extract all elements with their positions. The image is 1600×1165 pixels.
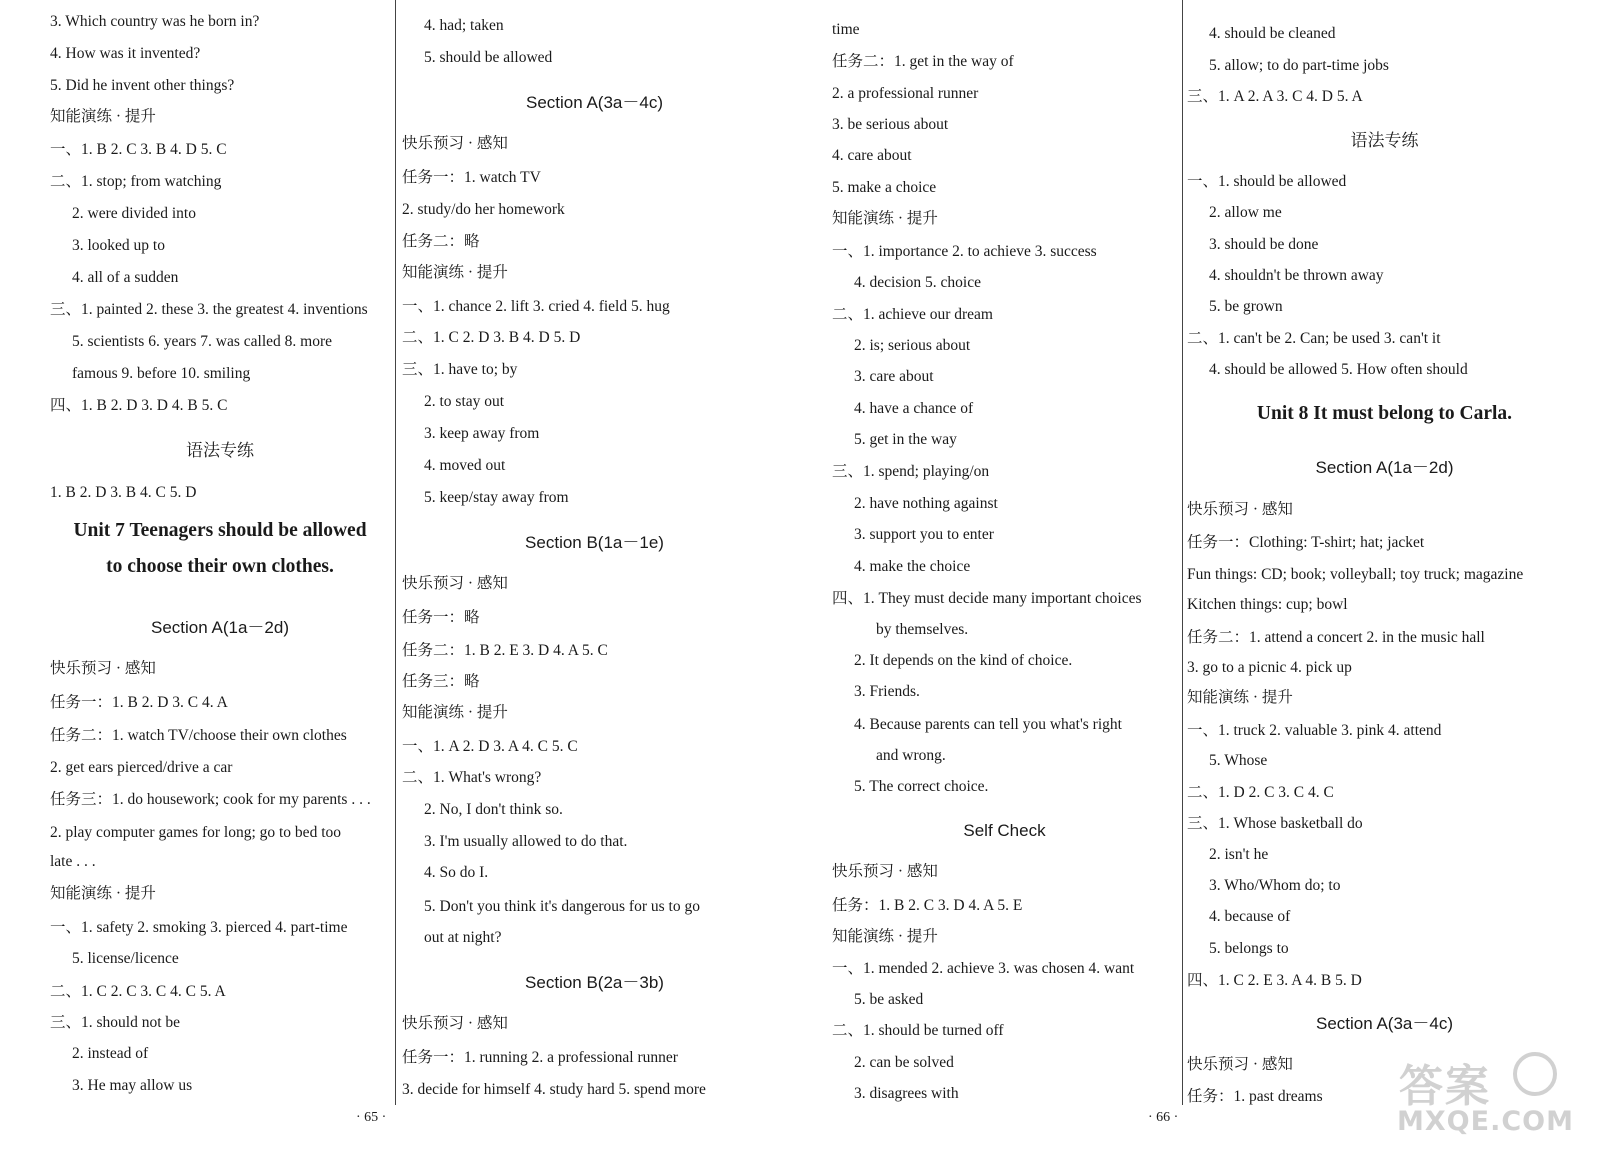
answer-line: late . . . bbox=[50, 853, 96, 870]
section-heading: Section A(3a－4c) bbox=[1315, 1014, 1453, 1033]
answer-line: 2. can be solved bbox=[854, 1054, 954, 1071]
answer-line: 3. support you to enter bbox=[854, 526, 994, 543]
column-divider bbox=[1182, 0, 1183, 1105]
answer-line: 4. decision 5. choice bbox=[854, 274, 981, 291]
subsection-heading: 知能演练 · 提升 bbox=[50, 108, 156, 125]
answer-line: 5. get in the way bbox=[854, 431, 957, 448]
answer-line: 2. isn't he bbox=[1209, 846, 1269, 863]
answer-line: 任务二：1. watch TV/choose their own clothes bbox=[50, 727, 347, 744]
answer-line: 3. keep away from bbox=[424, 425, 540, 442]
answer-line: 5. Did he invent other things? bbox=[50, 77, 235, 94]
answer-line: 5. should be allowed bbox=[424, 49, 553, 66]
answer-line: 二、1. C 2. C 3. C 4. C 5. A bbox=[50, 983, 226, 1000]
answer-line: and wrong. bbox=[876, 747, 946, 764]
answer-line: 3. He may allow us bbox=[72, 1077, 193, 1094]
answer-line: 任务一：1. B 2. D 3. C 4. A bbox=[50, 694, 228, 711]
answer-line: 三、1. should not be bbox=[50, 1014, 181, 1031]
answer-line: 4. moved out bbox=[424, 457, 506, 474]
grammar-heading: 语法专练 bbox=[1350, 131, 1419, 151]
subsection-heading: 快乐预习 · 感知 bbox=[402, 1015, 508, 1032]
answer-line: 任务二：1. B 2. E 3. D 4. A 5. C bbox=[402, 642, 608, 659]
answer-line: 5. scientists 6. years 7. was called 8. more bbox=[72, 333, 332, 350]
answer-line: 4. Because parents can tell you what's right bbox=[854, 716, 1122, 733]
answer-line: 二、1. should be turned off bbox=[832, 1022, 1004, 1039]
answer-line: 2. were divided into bbox=[72, 205, 196, 222]
answer-line: 一、1. mended 2. achieve 3. was chosen 4. want bbox=[832, 960, 1135, 977]
answer-line: 3. decide for himself 4. study hard 5. spend more bbox=[402, 1081, 706, 1098]
answer-line: 任务三：略 bbox=[402, 673, 480, 690]
subsection-heading: 知能演练 · 提升 bbox=[402, 704, 508, 721]
answer-line: 三、1. Whose basketball do bbox=[1187, 815, 1363, 832]
answer-line: 5. be asked bbox=[854, 991, 924, 1008]
unit-title: to choose their own clothes. bbox=[106, 556, 334, 577]
answer-line: 3. Which country was he born in? bbox=[50, 13, 260, 30]
answer-line: 任务二：1. get in the way of bbox=[832, 53, 1014, 70]
answer-line: 3. Who/Whom do; to bbox=[1209, 877, 1341, 894]
unit-title: Unit 8 It must belong to Carla. bbox=[1256, 403, 1513, 424]
subsection-heading: 知能演练 · 提升 bbox=[50, 885, 156, 902]
answer-line: 三、1. have to; by bbox=[402, 361, 518, 378]
answer-line: 任务二：1. attend a concert 2. in the music hall bbox=[1187, 629, 1485, 646]
answer-line: 一、1. importance 2. to achieve 3. success bbox=[832, 243, 1097, 260]
answer-line: 任务：1. past dreams bbox=[1187, 1088, 1323, 1105]
answer-line: 5. be grown bbox=[1209, 298, 1283, 315]
answer-line: 2. is; serious about bbox=[854, 337, 971, 354]
answer-line: 二、1. C 2. D 3. B 4. D 5. D bbox=[402, 329, 581, 346]
answer-line: famous 9. before 10. smiling bbox=[72, 365, 251, 382]
answer-line: 5. allow; to do part-time jobs bbox=[1209, 57, 1389, 74]
answer-line: 5. license/licence bbox=[72, 950, 179, 967]
subsection-heading: 知能演练 · 提升 bbox=[402, 264, 508, 281]
answer-line: Kitchen things: cup; bowl bbox=[1187, 596, 1348, 613]
answer-line: 任务一：略 bbox=[402, 609, 480, 626]
answer-line: 三、1. A 2. A 3. C 4. D 5. A bbox=[1187, 88, 1363, 105]
answer-line: 二、1. What's wrong? bbox=[402, 769, 542, 786]
answer-line: out at night? bbox=[424, 929, 502, 946]
section-heading: Section A(1a－2d) bbox=[1315, 458, 1454, 477]
answer-line: 二、1. can't be 2. Can; be used 3. can't it bbox=[1187, 330, 1441, 347]
answer-line: 2. No, I don't think so. bbox=[424, 801, 563, 818]
answer-line: 四、1. They must decide many important choices bbox=[832, 590, 1142, 607]
answer-line: time bbox=[832, 21, 860, 38]
answer-line: 2. allow me bbox=[1209, 204, 1282, 221]
subsection-heading: 快乐预习 · 感知 bbox=[50, 660, 156, 677]
answer-line: 一、1. chance 2. lift 3. cried 4. field 5. hug bbox=[402, 298, 670, 315]
page-number-left: · 65 · bbox=[356, 1110, 387, 1125]
section-heading: Section B(2a－3b) bbox=[525, 973, 664, 992]
answer-line: 三、1. spend; playing/on bbox=[832, 463, 990, 480]
answer-line: 二、1. stop; from watching bbox=[50, 173, 222, 190]
answer-line: 1. B 2. D 3. B 4. C 5. D bbox=[50, 484, 197, 501]
subsection-heading: 快乐预习 · 感知 bbox=[1187, 501, 1293, 518]
watermark-circle bbox=[1513, 1052, 1557, 1096]
answer-line: 2. get ears pierced/drive a car bbox=[50, 759, 233, 776]
answer-line: 一、1. should be allowed bbox=[1187, 173, 1347, 190]
answer-line: 4. because of bbox=[1209, 908, 1291, 925]
answer-line: 4. So do I. bbox=[424, 864, 489, 881]
answer-line: 任务：1. B 2. C 3. D 4. A 5. E bbox=[832, 897, 1023, 914]
answer-line: 5. Don't you think it's dangerous for us to go bbox=[424, 898, 700, 915]
subsection-heading: 快乐预习 · 感知 bbox=[832, 863, 938, 880]
answer-line: 一、1. truck 2. valuable 3. pink 4. attend bbox=[1187, 722, 1442, 739]
section-heading: Self Check bbox=[963, 821, 1046, 840]
answer-line: 3. disagrees with bbox=[854, 1085, 959, 1102]
answer-line: 任务二：略 bbox=[402, 233, 480, 250]
answer-line: 2. a professional runner bbox=[832, 85, 979, 102]
answer-line: 任务一：1. running 2. a professional runner bbox=[402, 1049, 678, 1066]
subsection-heading: 知能演练 · 提升 bbox=[832, 928, 938, 945]
column-divider bbox=[395, 0, 396, 1105]
answer-line: 3. should be done bbox=[1209, 236, 1319, 253]
answer-line: 4. had; taken bbox=[424, 17, 504, 34]
answer-line: 4. care about bbox=[832, 147, 912, 164]
answer-line: 3. I'm usually allowed to do that. bbox=[424, 833, 628, 850]
answer-line: 三、1. painted 2. these 3. the greatest 4. inventions bbox=[50, 301, 368, 318]
watermark-text: 答案 bbox=[1399, 1061, 1491, 1112]
answer-line: 4. How was it invented? bbox=[50, 45, 201, 62]
answer-line: 任务一：1. watch TV bbox=[402, 169, 541, 186]
answer-line: 3. go to a picnic 4. pick up bbox=[1187, 659, 1352, 676]
answer-line: 5. The correct choice. bbox=[854, 778, 989, 795]
answer-line: 3. looked up to bbox=[72, 237, 165, 254]
answer-line: 3. Friends. bbox=[854, 683, 920, 700]
answer-line: 4. should be cleaned bbox=[1209, 25, 1336, 42]
answer-line: 4. all of a sudden bbox=[72, 269, 179, 286]
answer-line: by themselves. bbox=[876, 621, 969, 638]
answer-line: 5. keep/stay away from bbox=[424, 489, 569, 506]
answer-line: 一、1. B 2. C 3. B 4. D 5. C bbox=[50, 141, 227, 158]
watermark-logo bbox=[1395, 1050, 1574, 1145]
section-heading: Section A(3a－4c) bbox=[525, 93, 663, 112]
answer-line: 任务三：1. do housework; cook for my parents . . . bbox=[50, 791, 371, 808]
answer-line: 4. make the choice bbox=[854, 558, 971, 575]
answer-line: 5. make a choice bbox=[832, 179, 937, 196]
answer-line: 2. to stay out bbox=[424, 393, 505, 410]
answer-line: 2. play computer games for long; go to bed too bbox=[50, 824, 341, 841]
subsection-heading: 快乐预习 · 感知 bbox=[1187, 1056, 1293, 1073]
answer-line: 3. care about bbox=[854, 368, 934, 385]
watermark-site: MXQE.COM bbox=[1397, 1106, 1574, 1137]
answer-line: 任务一：Clothing: T-shirt; hat; jacket bbox=[1187, 534, 1425, 551]
answer-line: 4. should be allowed 5. How often should bbox=[1209, 361, 1468, 378]
unit-title: Unit 7 Teenagers should be allowed bbox=[73, 520, 367, 541]
subsection-heading: 快乐预习 · 感知 bbox=[402, 575, 508, 592]
section-heading: Section A(1a－2d) bbox=[151, 618, 289, 637]
answer-line: Fun things: CD; book; volleyball; toy truck; magazine bbox=[1187, 566, 1524, 583]
answer-line: 2. It depends on the kind of choice. bbox=[854, 652, 1073, 669]
answer-line: 四、1. C 2. E 3. A 4. B 5. D bbox=[1187, 972, 1362, 989]
answer-line: 5. belongs to bbox=[1209, 940, 1289, 957]
answer-line: 四、1. B 2. D 3. D 4. B 5. C bbox=[50, 397, 228, 414]
section-heading: Section B(1a－1e) bbox=[525, 533, 664, 552]
subsection-heading: 知能演练 · 提升 bbox=[832, 210, 938, 227]
answer-line: 5. Whose bbox=[1209, 752, 1268, 769]
subsection-heading: 知能演练 · 提升 bbox=[1187, 689, 1293, 706]
answer-line: 二、1. D 2. C 3. C 4. C bbox=[1187, 784, 1334, 801]
answer-line: 一、1. A 2. D 3. A 4. C 5. C bbox=[402, 738, 578, 755]
page-number-right: · 66 · bbox=[1148, 1110, 1179, 1125]
subsection-heading: 快乐预习 · 感知 bbox=[402, 135, 508, 152]
answer-line: 2. instead of bbox=[72, 1045, 149, 1062]
answer-line: 3. be serious about bbox=[832, 116, 949, 133]
grammar-heading: 语法专练 bbox=[186, 441, 254, 461]
answer-line: 2. have nothing against bbox=[854, 495, 998, 512]
answer-line: 二、1. achieve our dream bbox=[832, 306, 993, 323]
answer-line: 一、1. safety 2. smoking 3. pierced 4. part-time bbox=[50, 919, 348, 936]
answer-line: 4. shouldn't be thrown away bbox=[1209, 267, 1384, 284]
answer-line: 4. have a chance of bbox=[854, 400, 974, 417]
answer-line: 2. study/do her homework bbox=[402, 201, 565, 218]
